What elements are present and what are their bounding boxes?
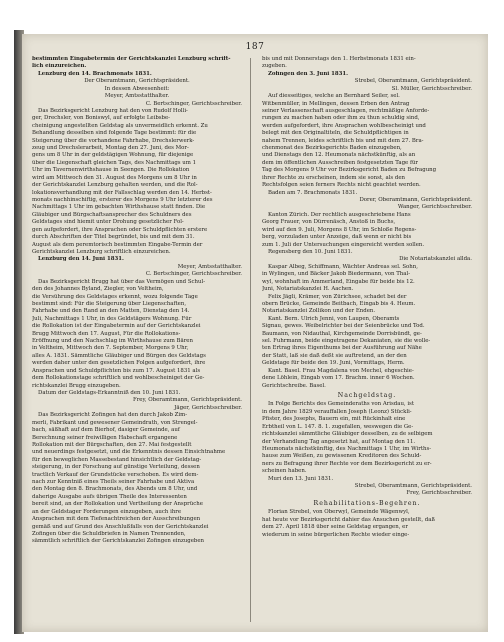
text-line: Jäger, Gerichtsschreiber. (174, 404, 242, 411)
text-line: nach zur Kenntniß eines Theils seiner Fahrhabe und Aktiva (32, 479, 195, 486)
text-line: In Folge Berichts des Gemeinderaths von Arisdau, ist (268, 401, 414, 408)
text-line: ten Ertrag ihres Eigenthums bei der Ausführung auf Nähe (262, 345, 422, 352)
text-line: Lenzburg den 14. Juni 1831. (38, 256, 124, 263)
text-line: August als dem peremtorisch bestimmten Eingabe-Termin der (32, 241, 203, 248)
text-line: Brugg Mittwoch den 17. August, Für die Rollokations- (32, 330, 181, 337)
text-line: Sl. Müller, Gerichtsschreiber. (391, 85, 472, 92)
text-line: wird auf den 9. Juli, Morgens 8 Uhr, im Schloße Regens- (262, 226, 417, 233)
text-line: lokationsverhandlung mit der Fallsschlag werden den 14. Herbst- (32, 189, 212, 196)
text-line: Regensberg den 10. Juni 1831. (268, 248, 353, 255)
text-line: monats nachhinschiftig, ersterer des Morgens 9 Uhr letzterer des (32, 197, 213, 204)
text-line: die Versührung des Geldstages erkennt, wozu folgende Tage (32, 293, 198, 300)
text-line: in Wylingen, und Bäcker Jakob Biedermann, von Thal- (262, 271, 411, 278)
text-line: Kaspar Albeg, Schiffmann, Wächter Andreas sel. Sohn, (268, 263, 418, 270)
text-line: Ansprachen und Schuldpflichten bis zum 17. August 1831 als (32, 367, 201, 374)
text-line: ihrer Rechte zu erscheinen, indem sie sonst, als den (262, 174, 406, 181)
text-line: Lenzburg den 14. Brachmonats 1831. (38, 70, 152, 77)
text-line: scheinen haben. (262, 468, 307, 475)
text-line: Ansprachen mit dem Tiefenachtreichen der Ausschreibungen (32, 516, 201, 523)
text-line: Eröffnung und den Nachschlag im Wirthshause zum Bären (32, 338, 193, 345)
text-line: wird am Mittwoch den 31. August des Morgens um 8 Uhr in (32, 174, 197, 181)
text-line: Erbtheil von L. 147. 8. 1. zugefallen, weswegen die Ge- (262, 423, 414, 430)
text-line: und Dienstags den 12. Heumonats nächstkünftig, als an (262, 152, 416, 159)
newspaper-page (22, 34, 488, 632)
text-line: Rollokation mit der Bürgschaften, den 27. Mai festgestellt (32, 441, 192, 448)
text-line: richtskanzlei Brugg einzugeben. (32, 382, 121, 389)
text-line: Wanger, Gerichtsschreiber. (397, 204, 472, 211)
text-line: Baumann, von Nidauthal, Kirchgemeinde Dorrisbündt, ge- (262, 330, 422, 337)
text-line: Kant. Bern. Ulrich Jenni, von Laupen, Oberamts (268, 315, 400, 322)
text-line: sämmtlich schriftlich der Gerichtskanzlei Zofingen einzugeben (32, 538, 205, 545)
text-line: Gläubiger und Bürgschaftsansprecher des Schuldners des (32, 211, 192, 218)
text-line: Strebel, Oberamtmann, Gerichtspräsident. (354, 78, 472, 85)
text-line: seiner Verlassenschaft ausgeschlagen, rechtmäßige Anforde- (262, 107, 430, 114)
text-line: Meyer, Amtsstatthalter. (104, 93, 170, 100)
text-line: und neuerdings festgesetzt, und die Erkenntnis dessen Einsichtnahme (32, 449, 226, 456)
text-line: Berechnung seiner freiwilligen Habschaft ergangene (32, 434, 178, 441)
text-line: Dorer, Oberamtmann, Gerichtspräsident. (359, 197, 472, 204)
text-line: bestimmten Eingabetermin der Gerichtskanzlei Lenzburg schrift- (32, 56, 231, 62)
left-column (32, 56, 242, 624)
text-line: gen aufgefordert, ihre Ansprachen oder Schuldpflichten erstere (32, 226, 208, 233)
text-line: Der Oberamtmann, Gerichtspräsident. (84, 78, 190, 85)
text-line: in dem Jahre 1829 verauffallen Joseph (Leonz) Stückli- (262, 408, 412, 415)
text-line: der Statt, laß sie daß deßt sie auftretend, an der den (262, 352, 407, 359)
text-line: Kanton Zürich. Der rechtlich ausgeschriebene Hans (268, 211, 411, 218)
text-line: Geldstages sind hiemit unter Drohung gesetzlicher Fol- (32, 219, 184, 226)
section-heading: Nachgeldstag. (337, 391, 397, 399)
text-line: wiederum in seine bürgerlichen Rechte wieder einge- (262, 531, 410, 538)
text-line: rungen zu machen haben oder ihm zu thun schuldig sind, (262, 115, 420, 122)
text-line: nahem Trennen, leides schriftlich bis und mit dem 27. Bra- (262, 137, 424, 144)
text-line: Heumonats nächstkünftig, des Nachmittags 1 Uhr, im Wirths- (262, 445, 432, 452)
text-line: Behandlung desselben sind folgende Tage bestimmt: für die (32, 130, 197, 137)
text-line: werden daher unter den gesetzlichen Folgen aufgefordert, ihre (32, 360, 206, 367)
text-line: Datum der Geldstags-Erkanntniß den 10. Juni 1831. (38, 389, 181, 396)
text-line: dene Löhlein, Eingab vom 17. Brachm. inner 6 Wochen. (262, 375, 415, 382)
text-line: Georg Frauer, von Dürrenäsch, Anstoß in Buchs, (262, 219, 396, 226)
text-line: belegt mit den Originaltiteln, die Schuldpflichtigen in (262, 130, 409, 137)
text-line: Das Bezirksgericht Zofingen hat den durch Jakob Zim- (38, 412, 188, 419)
text-line: der Gerichtskanzlei Lenzburg gehalten werden, und die Rol- (32, 182, 198, 189)
text-line: Tag des Morgens 9 Uhr vor Bezirksgericht Baden zu Befragung (262, 167, 437, 174)
text-line: Witbenmüller, in Mellingen, dessen Erben den Antrag (262, 100, 410, 107)
text-line: Steigerung über die vorhandene Fahrhabe, Drechslerwerk- (32, 137, 195, 144)
text-line: Gerichtskanzlei Lenzburg schriftlich einzureichen. (32, 248, 171, 255)
text-line: den Montag den 8. Brachmonats, des Abends um 8 Uhr, und (32, 486, 198, 493)
text-line: bis und mit Donnerstags den 1. Herbstmonats 1831 ein- (262, 56, 416, 62)
text-line: dem 27. April 1818 über seine Geldstag ergangen, er (262, 524, 408, 531)
text-line: Das Bezirksgericht Brugg hat über das Vermögen und Schul- (38, 278, 206, 285)
text-line: richtskanzlei sämmtliche Gläubiger desselben, zu de selbigem (262, 431, 433, 438)
text-line: wyl, wohnhaft im Ammerland, Eingabe für beide bis 12. (262, 278, 415, 285)
text-line: Juni, Notariatskanzlei H. Aachen. (262, 286, 354, 293)
text-line: bereit sind, an der Rollokation und Vertheilung der Ansprüche (32, 501, 203, 508)
text-line: tractlich Verkauf der Grundstücke verschoben. Es wird dem- (32, 471, 199, 478)
text-line: der Verhandlung Tag angesetzt hat, auf Montag den 11. (262, 438, 416, 445)
text-line: hat heute vor Bezirksgericht dahier das Ansuchen gestellt, daß (262, 516, 436, 523)
text-line: merli, Fabrikant und gewesener Gemeindrath, von Strengel- (32, 419, 198, 426)
text-line: daherige Ausgabe aufs übrigen Theile des Interessenten (32, 493, 187, 500)
text-line: hause zum Weißen, zu gewissenen Kreditoren des Schuld- (262, 453, 422, 460)
column-divider (250, 58, 251, 622)
text-line: chenmonat des Bezirksgerichts Baden einzugeben, (262, 145, 402, 152)
text-line: Geldstage für beide den 19. Juni, Vormittags, Herm. (262, 360, 405, 367)
text-line: Die Notariatskanzlei allda. (399, 256, 472, 263)
text-line: zeug und Drechslerarbeit, Montag den 27. Juni, des Mor- (32, 145, 189, 152)
text-line: sel. Fuhrmann, beide eingetragene Dekaniaten, sie die wolle- (262, 338, 431, 345)
text-line: bestimmt sind: Für die Steigerung über Liegenschaften, (32, 300, 187, 307)
text-line: Baden am 7. Brachmonats 1831. (268, 189, 358, 196)
text-line: für den beweglichen Massebestand hinsichtlich der Geldstag- (32, 456, 202, 463)
text-line: werden aufgefordert, ihre Ansprachen wohlbescheinigt und (262, 122, 426, 129)
text-line: die Rollokation ist der Eingabetermin auf der Gerichtskanzlei (32, 323, 201, 330)
right-column (262, 56, 472, 624)
text-line: durch Abschriften der Titel begründet, bis und mit dem 31. (32, 234, 195, 241)
text-line: zum 1. Juli der Untersuchungen eingereicht werden sollen. (262, 241, 425, 248)
text-line: Zofingen den 3. Juni 1831. (268, 70, 349, 77)
text-line: Pfister, des Josephs, Bauern ein, mit Rückinhalt eine (262, 416, 406, 423)
text-line: steigerung, in der Forschung auf günstige Verteilung, dessen (32, 464, 200, 471)
text-line: Rechtsfolgen seien ferners Rechts nicht geachtet werden. (262, 182, 421, 189)
text-line: In dessen Abwesenheit: (104, 85, 170, 92)
text-line: Frey, Oberamtmann, Gerichtspräsident. (132, 397, 242, 404)
section-heading: Rehabilitations-Begehren. (313, 499, 421, 507)
text-line: Signau, gewes. Weibelrichter bei der Seienbrücke und Tod. (262, 323, 425, 330)
text-line: gens um 8 Uhr in der geldstägigen Wohnung, für diejenige (32, 152, 194, 159)
text-line: an der Geldstager Forderungen einzugeben, auch ihre (32, 508, 182, 515)
text-line: alles A. 1831. Sämmtliche Gläubiger und Bürgen des Geldstags (32, 352, 206, 359)
text-line: Fahrhabe und den Rand an den Matten, Dienstag den 14. (32, 308, 190, 315)
text-line: Gerichtschreibe. Basel. (262, 382, 326, 389)
text-line: ners zu Befragung ihrer Rechte vor dem Bezirksgericht zu er- (262, 460, 432, 467)
text-line: obern Brücke, Gemeinde Beitbach, Eingab bis 4. Heum. (262, 300, 416, 307)
text-line: Zofingen über die Schuldbriefen in Namen Trennenden, (32, 531, 186, 537)
page-number: 187 (245, 42, 265, 52)
text-line: Frey, Gerichtsschreiber. (406, 490, 472, 497)
text-line: Nachmittags 1 Uhr im gebachten Wirthshause statt finden. Die (32, 204, 206, 211)
text-line: berg, vorzuladen unter Anzeige, daß wenn er nicht bis (262, 234, 412, 241)
text-line: Felix Jägli, Krämer, von Zürichsee, schadet bei der (268, 293, 407, 300)
text-line: Kant. Basel. Frau Magdalena von Mechel, ehgeschie- (268, 367, 414, 374)
text-line: gemäß und auf Grund des Anschlußfalls von der Gerichtskanzlei (32, 523, 209, 530)
text-line: über die Liegenschaft gleichen Tags, des Nachmittags um 1 (32, 159, 197, 166)
text-line: dem im öffentlichen Ausschreiben festgesetzten Tage für (262, 159, 418, 166)
text-line: C. Bertschinger, Gerichtsschreiber. (145, 100, 242, 107)
text-line: Meyer, Amtsstatthalter. (177, 263, 242, 270)
text-line: den des Johannes Byland, Ziegler, von Veltheim, (32, 286, 164, 293)
text-line: ger, Drechsler, von Boniswyl, auf erfolgte Leibsbe- (32, 115, 170, 122)
text-line: Florian Strebel, von Oberwyl, Gemeinde Wägenwyl, (268, 509, 410, 516)
text-line: zugeben. (262, 63, 287, 70)
text-line: lich einzureichen. (32, 63, 87, 70)
text-line: bach, säßhaft auf dem Bierhof, dasiger Gemeinde, auf (32, 427, 180, 434)
text-line: in Veltheim, Mittwoch den 7. September, Morgens 9 Uhr, (32, 345, 189, 352)
text-line: Notariatskanzlei Zollikon und der Enden. (262, 308, 376, 315)
text-line: Strebel, Oberamtmann, Gerichtspräsident. (354, 483, 472, 490)
text-line: dem Rollokationstage schriftlich und wohlbescheiniget der Ge- (32, 375, 205, 382)
text-line: Auf diesseitiges, welche an Bernhard Seiler, sel. (268, 93, 400, 100)
text-line: Das Bezirksgericht Lenzburg hat den von Rudolf Holli- (38, 107, 188, 114)
text-line: C. Bertschinger, Gerichtsschreiber. (145, 271, 242, 278)
text-line: Muri den 13. Juni 1831. (268, 475, 334, 482)
text-line: Uhr im Tavernenwirthshause in Seengen. Die Rollokation (32, 167, 190, 174)
text-line: Juli, Nachmittags 1 Uhr, in des Geldstägers Wohnung. Für (32, 315, 192, 322)
text-line: cheinigung angestellten Geldstag als unvermeidlich erkennt. Zu (32, 122, 208, 129)
